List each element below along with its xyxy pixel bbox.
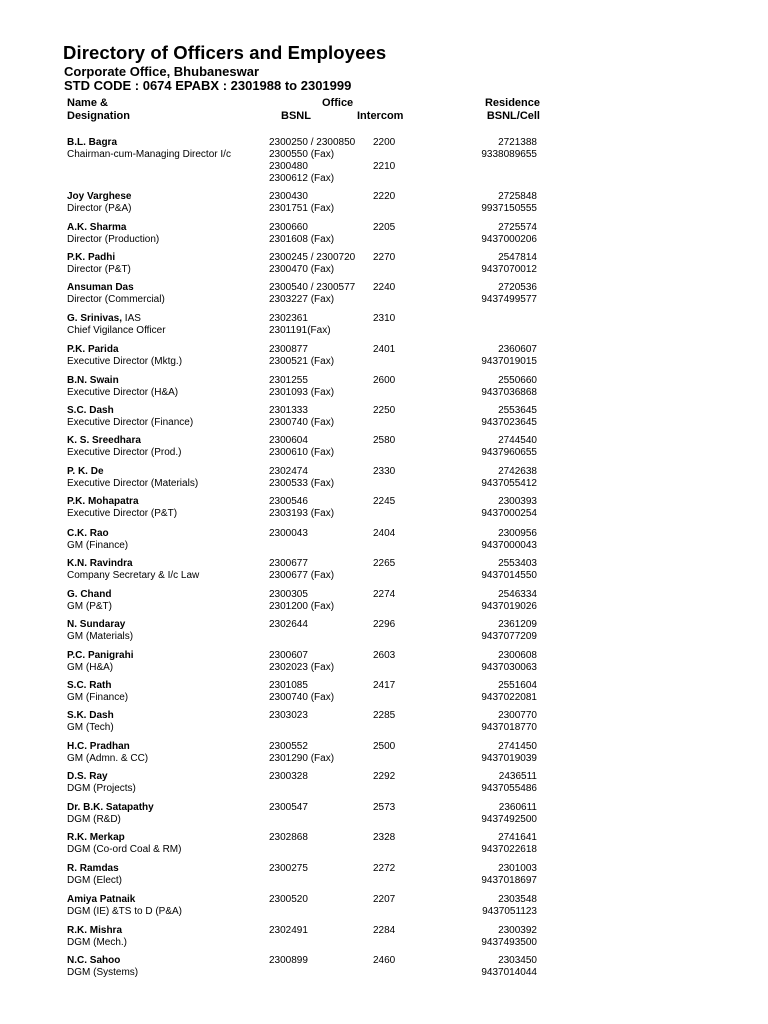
- intercom-number: 2292: [373, 771, 396, 782]
- office-bsnl-number: 2300250 / 2300850: [269, 137, 356, 148]
- officer-designation: DGM (Projects): [67, 783, 136, 795]
- office-bsnl-number: 2300610 (Fax): [269, 447, 335, 459]
- office-bsnl-number: 2300877: [269, 344, 308, 355]
- officer-name: [67, 925, 122, 937]
- officer-name-text: N.C. Sahoo: [67, 955, 121, 966]
- residence-phone: 2720536: [498, 282, 537, 293]
- residence-cell: 9437499577: [481, 294, 537, 306]
- officer-designation: Director (Commercial): [67, 294, 165, 306]
- residence-phone: 2300608: [498, 650, 537, 661]
- office-bsnl-number: 2302644: [269, 619, 308, 630]
- officer-designation: Chief Vigilance Officer: [67, 325, 166, 337]
- intercom-number: 2580: [373, 435, 396, 446]
- residence-phone: 2721388: [498, 137, 537, 148]
- officer-name: [67, 435, 141, 447]
- officer-name-text: R.K. Merkap: [67, 832, 125, 843]
- officer-designation: Company Secretary & I/c Law: [67, 570, 200, 582]
- officer-name: [67, 405, 114, 417]
- residence-cell: 9437030063: [481, 662, 537, 674]
- officer-designation: GM (Finance): [67, 540, 129, 552]
- office-bsnl-number: 2300533 (Fax): [269, 478, 335, 490]
- officer-name-text: N. Sundaray: [67, 619, 126, 630]
- intercom-number: 2207: [373, 894, 396, 905]
- residence-cell: 9437960655: [481, 447, 537, 459]
- intercom-number: 2603: [373, 650, 396, 661]
- officer-name: [67, 589, 111, 601]
- officer-name-text: S.C. Rath: [67, 680, 112, 691]
- office-bsnl-number: 2301255: [269, 375, 308, 386]
- residence-cell: 9437000254: [481, 508, 537, 520]
- office-bsnl-number: 2303193 (Fax): [269, 508, 335, 520]
- residence-cell: 9437000206: [481, 234, 537, 246]
- officer-name: [67, 741, 130, 753]
- officer-name-text: Dr. B.K. Satapathy: [67, 802, 154, 813]
- intercom-number: 2460: [373, 955, 396, 966]
- officer-designation: Chairman-cum-Managing Director I/c: [67, 149, 231, 161]
- officer-name-text: S.C. Dash: [67, 405, 114, 416]
- intercom-number: 2210: [373, 161, 396, 173]
- office-bsnl-number: 2303227 (Fax): [269, 294, 335, 306]
- officer-name: [67, 496, 139, 508]
- column-header-office: Office: [322, 97, 354, 109]
- officer-designation: GM (H&A): [67, 662, 114, 674]
- intercom-number: 2328: [373, 832, 396, 843]
- intercom-number: 2500: [373, 741, 396, 752]
- office-bsnl-number: 2300740 (Fax): [269, 692, 335, 704]
- intercom-number: 2245: [373, 496, 396, 507]
- residence-cell: 9437014550: [481, 570, 537, 582]
- officer-name-text: G. Chand: [67, 589, 112, 600]
- officer-name: [67, 558, 133, 570]
- intercom-number: 2330: [373, 466, 396, 477]
- officer-name: [67, 137, 117, 149]
- residence-phone: 2360607: [498, 344, 537, 355]
- officer-name-text: D.S. Ray: [67, 771, 108, 782]
- officer-name: [67, 771, 108, 783]
- residence-phone: 2547814: [498, 252, 537, 263]
- residence-phone: 2300770: [498, 710, 537, 721]
- residence-phone: 2360611: [498, 802, 537, 813]
- officer-name: [67, 894, 135, 906]
- office-bsnl-number: 2300480: [269, 161, 308, 173]
- office-bsnl-number: 2300328: [269, 771, 308, 782]
- column-header-residence: Residence: [484, 97, 540, 109]
- office-bsnl-number: 2300043: [269, 528, 308, 539]
- residence-cell: 9937150555: [481, 203, 537, 215]
- office-bsnl-number: 2300470 (Fax): [269, 264, 335, 276]
- intercom-number: 2272: [373, 863, 396, 874]
- intercom-number: 2296: [373, 619, 396, 630]
- column-header-name: [67, 97, 130, 122]
- residence-phone: 2553645: [498, 405, 537, 416]
- residence-cell: 9338089655: [481, 149, 537, 161]
- officer-name: [67, 252, 115, 264]
- office-bsnl-number: 2301200 (Fax): [269, 601, 335, 613]
- officer-name-text: Joy Varghese: [67, 191, 132, 202]
- officer-name: [67, 282, 134, 294]
- intercom-number: 2274: [373, 589, 396, 600]
- residence-phone: 2741641: [498, 832, 537, 843]
- office-bsnl-number: 2300660: [269, 222, 308, 233]
- office-bsnl-number: 2300740 (Fax): [269, 417, 335, 429]
- residence-cell: 9437019015: [481, 356, 537, 368]
- officer-name-text: Ansuman Das: [67, 282, 134, 293]
- office-bsnl-number: 2301608 (Fax): [269, 234, 335, 246]
- officer-designation: Executive Director (Mktg.): [67, 356, 183, 368]
- column-header-bsnl: BSNL: [281, 109, 311, 122]
- officer-name-text: K. S. Sreedhara: [67, 435, 141, 446]
- residence-cell: 9437000043: [481, 540, 537, 552]
- intercom-number: 2401: [373, 344, 396, 355]
- residence-phone: 2742638: [498, 466, 537, 477]
- intercom-number: 2600: [373, 375, 396, 386]
- officer-name: [67, 375, 119, 387]
- officer-designation: DGM (Elect): [67, 875, 122, 887]
- residence-phone: 2300956: [498, 528, 537, 539]
- officer-name-text: P.K. Mohapatra: [67, 496, 139, 507]
- residence-cell: 9437022618: [481, 844, 537, 856]
- intercom-number: 2200: [373, 137, 396, 148]
- office-bsnl-number: 2300305: [269, 589, 308, 600]
- residence-phone: 2361209: [498, 619, 537, 630]
- office-bsnl-number: 2300430: [269, 191, 308, 202]
- office-bsnl-number: 2301085: [269, 680, 308, 691]
- residence-cell: 9437036868: [481, 387, 537, 399]
- office-bsnl-number: 2301191(Fax): [269, 325, 331, 337]
- residence-cell: 9437492500: [481, 814, 537, 826]
- column-header-intercom: Intercom: [357, 109, 404, 122]
- residence-phone: 2301003: [498, 863, 537, 874]
- officer-name: [67, 802, 154, 814]
- officer-name: [67, 222, 126, 234]
- officer-designation: Executive Director (Prod.): [67, 447, 182, 459]
- intercom-number: 2284: [373, 925, 396, 936]
- page-title: Directory of Officers and Employees: [63, 42, 387, 63]
- officer-name: [67, 619, 125, 631]
- officer-designation: Director (Production): [67, 234, 160, 246]
- office-bsnl-number: 2302474: [269, 466, 308, 477]
- officer-name-text: R. Ramdas: [67, 863, 119, 874]
- officer-name-text: Amiya Patnaik: [67, 894, 136, 905]
- office-bsnl-number: 2300607: [269, 650, 308, 661]
- office-bsnl-number: 2302361: [269, 313, 308, 324]
- officer-name: [67, 680, 111, 692]
- intercom-number: 2250: [373, 405, 396, 416]
- officer-designation: DGM (Mech.): [67, 937, 127, 949]
- intercom-number: 2220: [373, 191, 396, 202]
- officer-name: [67, 650, 134, 662]
- officer-name-text: P.K. Parida: [67, 344, 119, 355]
- officer-designation: DGM (R&D): [67, 814, 121, 826]
- office-bsnl-number: 2300275: [269, 863, 308, 874]
- officer-designation: Director (P&A): [67, 203, 132, 215]
- officer-name-text: P. K. De: [67, 466, 104, 477]
- residence-phone: 2303450: [498, 955, 537, 966]
- residence-cell: 9437018770: [481, 722, 537, 734]
- residence-cell: 9437493500: [481, 937, 537, 949]
- officer-name: [67, 344, 119, 356]
- column-header-name-line1: Name &: [67, 97, 108, 109]
- column-header-name-line2: Designation: [67, 109, 130, 122]
- residence-phone: 2300392: [498, 925, 537, 936]
- residence-cell: 9437077209: [481, 631, 537, 643]
- residence-cell: 9437019026: [481, 601, 537, 613]
- intercom-number: 2205: [373, 222, 396, 233]
- officer-name-text: K.N. Ravindra: [67, 558, 133, 569]
- office-bsnl-number: 2303023: [269, 710, 308, 721]
- intercom-number: 2417: [373, 680, 396, 691]
- officer-designation: Director (P&T): [67, 264, 131, 276]
- officer-name-text: A.K. Sharma: [67, 222, 127, 233]
- officer-name-text: P.C. Panigrahi: [67, 650, 134, 661]
- officer-designation: Executive Director (Finance): [67, 417, 194, 429]
- intercom-number: 2573: [373, 802, 396, 813]
- column-header-residence-sub: BSNL/Cell: [486, 109, 540, 122]
- residence-cell: 9437019039: [481, 753, 537, 765]
- residence-cell: 9437023645: [481, 417, 537, 429]
- office-bsnl-number: 2300546: [269, 496, 308, 507]
- office-bsnl-number: 2302868: [269, 832, 308, 843]
- officer-name: [67, 863, 119, 875]
- office-bsnl-number: 2300612 (Fax): [269, 173, 335, 185]
- officer-designation: Executive Director (Materials): [67, 478, 199, 490]
- officer-designation: GM (Admn. & CC): [67, 753, 149, 765]
- residence-phone: 2300393: [498, 496, 537, 507]
- officer-name-text: C.K. Rao: [67, 528, 109, 539]
- officer-name-suffix: IAS: [122, 313, 141, 324]
- office-bsnl-number: 2300899: [269, 955, 308, 966]
- officer-designation: GM (Finance): [67, 692, 129, 704]
- residence-phone: 2303548: [498, 894, 537, 905]
- officer-name-text: G. Srinivas,: [67, 313, 123, 324]
- officer-name: [67, 313, 141, 325]
- officer-name: [67, 710, 114, 722]
- office-bsnl-number: 2300677 (Fax): [269, 570, 335, 582]
- officer-designation: GM (P&T): [67, 601, 112, 613]
- officer-name-text: S.K. Dash: [67, 710, 114, 721]
- residence-cell: 9437014044: [481, 967, 537, 979]
- officer-designation: GM (Materials): [67, 631, 134, 643]
- residence-cell: 9437051123: [482, 906, 537, 918]
- residence-phone: 2725574: [498, 222, 537, 233]
- officer-designation: DGM (Systems): [67, 967, 139, 979]
- officer-name: [67, 832, 125, 844]
- office-bsnl-number: 2300677: [269, 558, 308, 569]
- residence-phone: 2553403: [498, 558, 537, 569]
- residence-cell: 9437055486: [481, 783, 537, 795]
- intercom-number: 2404: [373, 528, 396, 539]
- residence-phone: 2725848: [498, 191, 537, 202]
- office-bsnl-number: 2300520: [269, 894, 308, 905]
- officer-name: [67, 191, 131, 203]
- intercom-number: 2285: [373, 710, 396, 721]
- residence-phone: 2551604: [498, 680, 537, 691]
- office-bsnl-number: 2302491: [269, 925, 308, 936]
- office-bsnl-number: 2301290 (Fax): [269, 753, 335, 765]
- office-bsnl-number: 2300550 (Fax): [269, 149, 335, 161]
- office-bsnl-number: 2300552: [269, 741, 308, 752]
- officer-designation: Executive Director (H&A): [67, 387, 179, 399]
- std-code-line: STD CODE : 0674 EPABX : 2301988 to 2301999: [64, 78, 352, 93]
- intercom-number: 2265: [373, 558, 396, 569]
- officer-name: [67, 528, 109, 540]
- office-bsnl-number: 2301333: [269, 405, 308, 416]
- residence-phone: 2546334: [498, 589, 537, 600]
- residence-cell: 9437022081: [481, 692, 537, 704]
- officer-designation: GM (Tech): [67, 722, 114, 734]
- intercom-number: 2270: [373, 252, 396, 263]
- residence-phone: 2741450: [498, 741, 537, 752]
- office-bsnl-number: 2300245 / 2300720: [269, 252, 356, 263]
- officer-name: [67, 955, 120, 967]
- residence-phone: 2550660: [498, 375, 537, 386]
- office-bsnl-number: 2300604: [269, 435, 308, 446]
- office-bsnl-number: 2301751 (Fax): [269, 203, 335, 215]
- residence-phone: 2436511: [498, 771, 537, 782]
- officer-name-text: B.L. Bagra: [67, 137, 118, 148]
- office-bsnl-number: 2300547: [269, 802, 308, 813]
- office-bsnl-number: 2302023 (Fax): [269, 662, 335, 674]
- office-bsnl-number: 2301093 (Fax): [269, 387, 335, 399]
- officer-designation: DGM (IE) &TS to D (P&A): [67, 906, 183, 918]
- residence-cell: 9437018697: [481, 875, 537, 887]
- page-subtitle: Corporate Office, Bhubaneswar: [64, 64, 260, 79]
- officer-designation: Executive Director (P&T): [67, 508, 178, 520]
- officer-name-text: H.C. Pradhan: [67, 741, 130, 752]
- officer-designation: DGM (Co-ord Coal & RM): [67, 844, 182, 856]
- office-bsnl-number: 2300540 / 2300577: [269, 282, 356, 293]
- residence-phone: 2744540: [498, 435, 537, 446]
- residence-cell: 9437070012: [481, 264, 537, 276]
- officer-name-text: R.K. Mishra: [67, 925, 123, 936]
- office-bsnl-number: 2300521 (Fax): [269, 356, 335, 368]
- officer-name: [67, 466, 104, 478]
- residence-cell: 9437055412: [481, 478, 537, 490]
- intercom-number: 2240: [373, 282, 396, 293]
- officer-name-text: B.N. Swain: [67, 375, 119, 386]
- intercom-number: 2310: [373, 313, 396, 324]
- officer-name-text: P.K. Padhi: [67, 252, 116, 263]
